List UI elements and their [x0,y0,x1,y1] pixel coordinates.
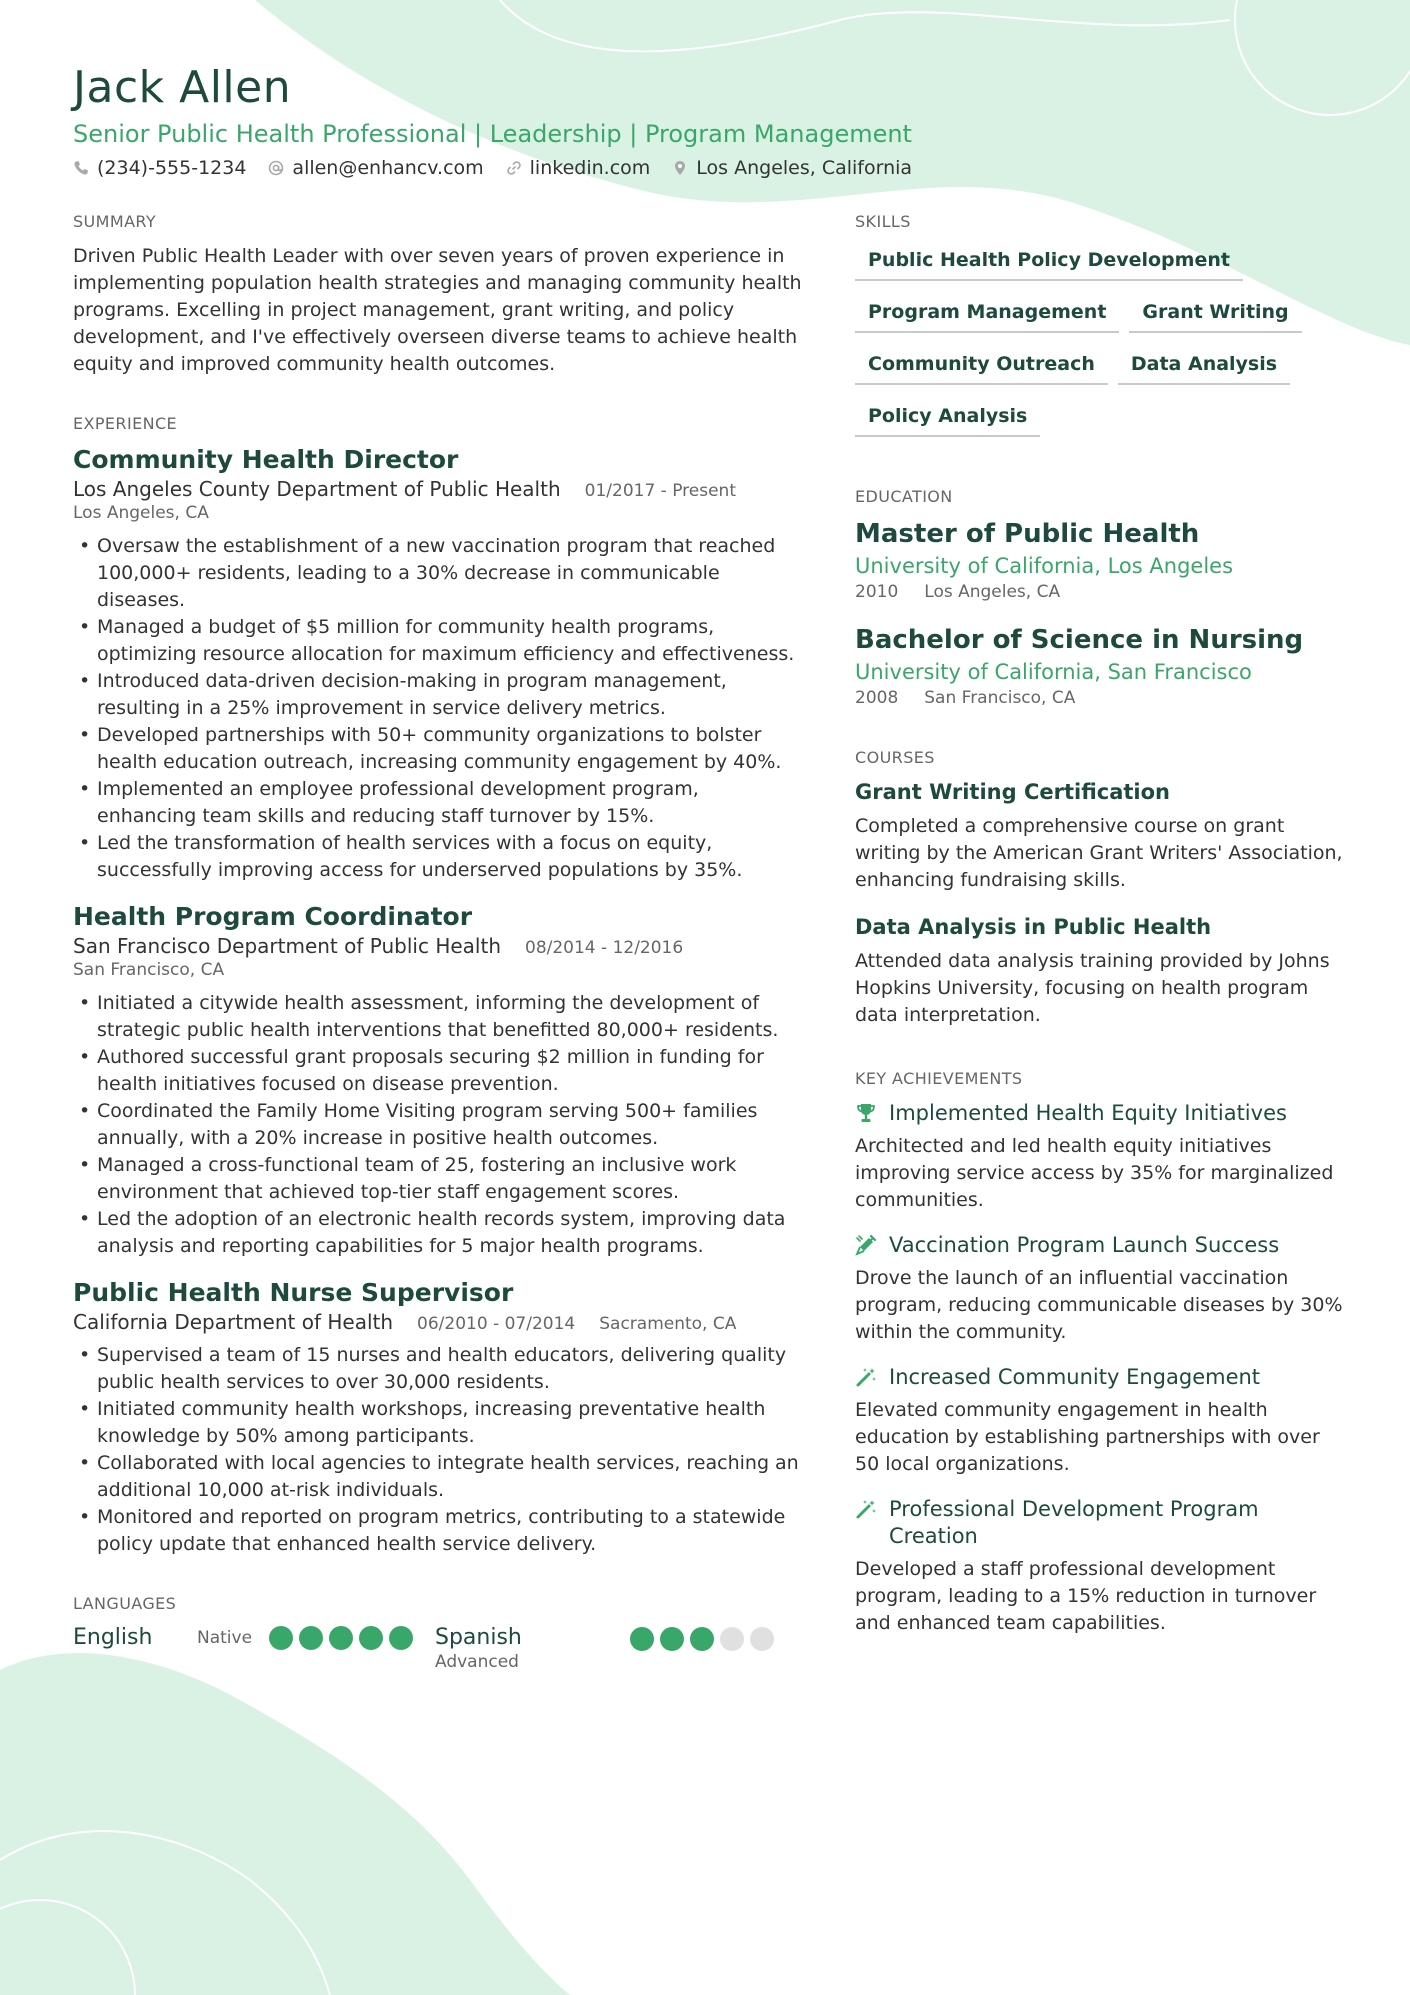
link-icon [506,160,522,176]
skill-tag: Community Outreach [855,347,1108,385]
education-school: University of California, San Francisco [855,660,1252,684]
language-level: Advanced [435,1652,519,1672]
achievement-title: Professional Development Program Creation [889,1497,1259,1548]
job-location: Sacramento, CA [599,1314,737,1334]
experience-section [73,414,803,1558]
job-bullet: • Monitored and reported on program metrics, contributing to a statewide policy update that enhanced health service delivery. [73,1504,803,1558]
candidate-name: Jack Allen [73,62,292,113]
trophy-icon [855,1102,877,1124]
achievement-item [855,1232,1345,1346]
phone-icon [73,160,89,176]
skill-tag: Program Management [855,295,1119,333]
job-bullet: • Managed a budget of $5 million for community health programs, optimizing resource allocation for maximum efficiency and effectiveness. [73,614,803,668]
job-bullet: • Supervised a team of 15 nurses and health educators, delivering quality public health services to over 30,000 residents. [73,1342,803,1396]
job-bullets [73,990,803,1260]
education-heading: EDUCATION [855,487,953,506]
magic-wand-icon [855,1498,877,1520]
job-title: Community Health Director [73,445,459,474]
education-degree: Master of Public Health [855,519,1200,549]
achievement-description: Architected and led health equity initiatives improving service access by 35% for marginalized communities. [855,1135,1334,1211]
achievement-item [855,1364,1345,1478]
education-year: 2010 [855,582,899,602]
job-bullet: • Oversaw the establishment of a new vaccination program that reached 100,000+ residents, leading to a 30% decrease in communicable diseases. [73,533,803,614]
job-date: 01/2017 - Present [584,481,736,501]
left-column [73,212,803,1672]
contact-location-text: Los Angeles, California [696,157,913,179]
achievement-title: Vaccination Program Launch Success [889,1233,1280,1257]
courses-section [855,748,1345,1029]
achievements-section [855,1069,1345,1637]
course-description: Attended data analysis training provided by Johns Hopkins University, focusing on health program data interpretation. [855,950,1330,1026]
job-location: Los Angeles, CA [73,503,209,523]
job-title: Health Program Coordinator [73,902,473,931]
education-school: University of California, Los Angeles [855,554,1234,578]
skill-tag: Data Analysis [1118,347,1290,385]
achievement-description: Developed a staff professional development program, leading to a 15% reduction in turnover and enhanced team capabilities. [855,1558,1317,1634]
job-bullets [73,1342,803,1558]
summary-section [73,212,803,378]
location-pin-icon [672,160,688,176]
education-meta [855,688,1345,708]
summary-text: Driven Public Health Leader with over seven years of proven experience in implementing population health strategies and managing community health programs. Excelling in project management, grant writing, and policy development, and I've effectively overseen diverse teams to achieve health equity and improved community health outcomes. [73,245,802,375]
skills-section [855,212,1345,437]
magic-wand-icon [855,1366,877,1388]
achievements-heading: KEY ACHIEVEMENTS [855,1069,1023,1088]
courses-heading: COURSES [855,748,935,767]
education-item [855,624,1345,708]
contact-linkedin [506,157,651,179]
education-section [855,487,1345,708]
education-year: 2008 [855,688,899,708]
achievement-description: Elevated community engagement in health education by establishing partnerships with over 50 local organizations. [855,1399,1320,1475]
achievement-item [855,1100,1345,1214]
job-meta [73,934,803,958]
skills-heading: SKILLS [855,212,911,231]
contact-bar [73,157,912,179]
language-item [73,1625,435,1650]
job-bullet: • Led the adoption of an electronic health records system, improving data analysis and reporting capabilities for 5 major health programs. [73,1206,803,1260]
achievement-item [855,1496,1345,1637]
course-title: Grant Writing Certification [855,780,1170,804]
syringe-icon [855,1234,877,1256]
job-bullet: • Coordinated the Family Home Visiting program serving 500+ families annually, with a 20% increase in positive health outcomes. [73,1098,803,1152]
rating-dot-filled [359,1626,383,1650]
achievement-header [855,1100,1345,1127]
job-bullet: • Developed partnerships with 50+ community organizations to bolster health education outreach, increasing community engagement by 40%. [73,722,803,776]
course-item [855,779,1345,894]
course-item [855,914,1345,1029]
experience-heading: EXPERIENCE [73,414,178,433]
language-name: Spanish [435,1625,522,1650]
contact-phone-text: (234)-555-1234 [97,157,247,179]
contact-email-text: allen@enhancv.com [292,157,484,179]
job-date: 06/2010 - 07/2014 [417,1314,576,1334]
job-title: Public Health Nurse Supervisor [73,1278,514,1307]
education-location: Los Angeles, CA [924,582,1061,602]
achievement-title: Increased Community Engagement [889,1365,1261,1389]
education-location: San Francisco, CA [924,688,1076,708]
rating-dot-filled [630,1627,654,1651]
skill-tag: Policy Analysis [855,399,1040,437]
job-bullets [73,533,803,884]
achievement-header [855,1232,1345,1259]
job-meta [73,477,803,501]
language-rating [630,1627,774,1651]
languages-row [73,1625,803,1672]
job-company: Los Angeles County Department of Public Health [73,477,561,501]
course-description: Completed a comprehensive course on grant writing by the American Grant Writers' Association, enhancing fundraising skills. [855,815,1343,891]
contact-location [672,157,912,179]
rating-dot-empty [720,1627,744,1651]
contact-phone [73,157,246,179]
job-bullet: • Authored successful grant proposals securing $2 million in funding for health initiatives focused on disease prevention. [73,1044,803,1098]
job-bullet: • Initiated a citywide health assessment, informing the development of strategic public health interventions that benefitted 80,000+ residents. [73,990,803,1044]
achievement-description: Drove the launch of an influential vaccination program, reducing communicable diseases by 30% within the community. [855,1267,1343,1343]
at-icon [268,160,284,176]
job-date: 08/2014 - 12/2016 [525,938,684,958]
contact-linkedin-text: linkedin.com [529,157,651,179]
job-company: San Francisco Department of Public Health [73,934,501,958]
experience-item [73,1278,803,1558]
job-bullet: • Collaborated with local agencies to integrate health services, reaching an additional 10,000 at-risk individuals. [73,1450,803,1504]
experience-item [73,902,803,1260]
skills-list [855,243,1305,437]
language-item [435,1625,775,1672]
rating-dot-empty [750,1627,774,1651]
job-bullet: • Managed a cross-functional team of 25, fostering an inclusive work environment that achieved top-tier staff engagement scores. [73,1152,803,1206]
job-location: San Francisco, CA [73,960,225,980]
course-title: Data Analysis in Public Health [855,915,1212,939]
rating-dot-filled [389,1626,413,1650]
candidate-headline: Senior Public Health Professional | Leadership | Program Management [73,120,912,148]
job-bullet: • Led the transformation of health services with a focus on equity, successfully improving access for underserved populations by 35%. [73,830,803,884]
languages-section [73,1594,803,1672]
education-meta [855,582,1345,602]
achievement-header [855,1496,1345,1550]
language-text [435,1625,630,1672]
languages-heading: LANGUAGES [73,1594,177,1613]
rating-dot-filled [660,1627,684,1651]
job-meta [73,1310,803,1334]
right-column [855,212,1345,1637]
rating-dot-filled [269,1626,293,1650]
rating-dot-filled [329,1626,353,1650]
rating-dot-filled [690,1627,714,1651]
rating-dot-filled [299,1626,323,1650]
job-company: California Department of Health [73,1310,394,1334]
skill-tag: Public Health Policy Development [855,243,1243,281]
job-bullet: • Implemented an employee professional development program, enhancing team skills and reducing staff turnover by 15%. [73,776,803,830]
language-name: English [73,1625,153,1650]
education-degree: Bachelor of Science in Nursing [855,625,1304,655]
language-level: Native [197,1627,253,1648]
achievement-title: Implemented Health Equity Initiatives [889,1101,1287,1125]
contact-email [268,157,483,179]
job-bullet: • Initiated community health workshops, increasing preventative health knowledge by 50% among participants. [73,1396,803,1450]
skill-tag: Grant Writing [1129,295,1301,333]
language-rating [269,1626,413,1650]
achievement-header [855,1364,1345,1391]
summary-heading: SUMMARY [73,212,157,231]
job-bullet: • Introduced data-driven decision-making in program management, resulting in a 25% improvement in service delivery metrics. [73,668,803,722]
experience-item [73,445,803,884]
education-item [855,518,1345,602]
